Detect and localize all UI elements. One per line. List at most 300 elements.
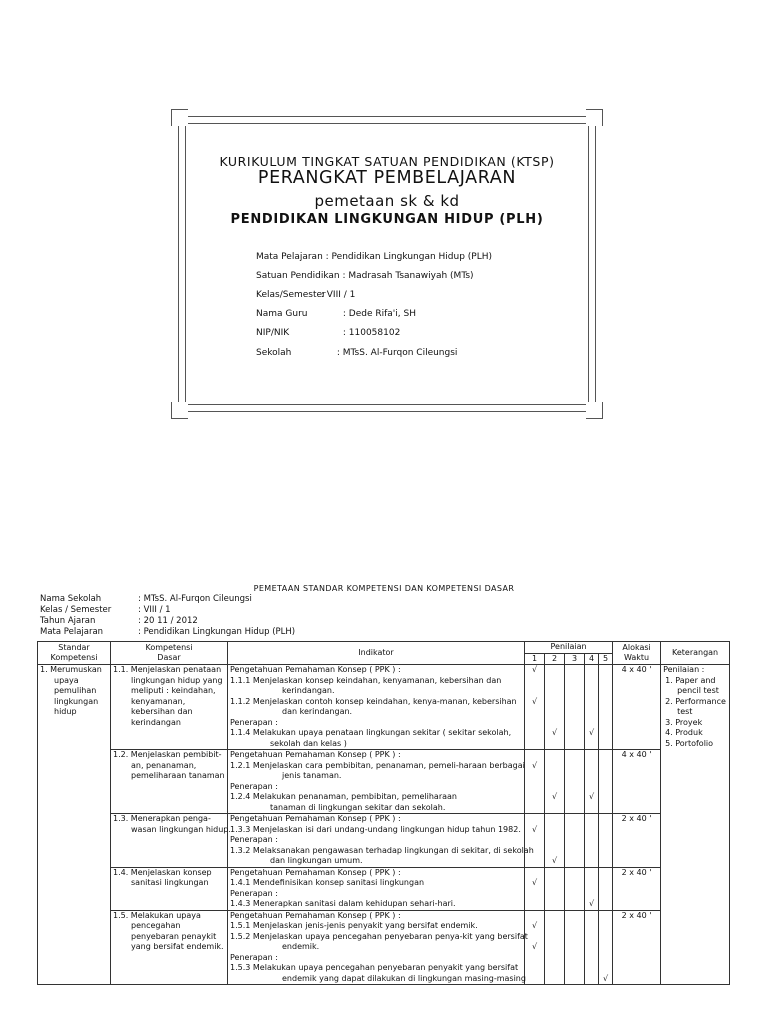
check-mark xyxy=(587,921,596,932)
check-mark xyxy=(587,963,596,974)
kd-line: pencegahan xyxy=(131,921,181,930)
cover-info-value: : VIII / 1 xyxy=(320,290,356,300)
penilaian-5-cell xyxy=(599,910,613,985)
penilaian-4-cell xyxy=(585,750,599,814)
cover-info-row xyxy=(256,328,400,339)
alokasi-waktu-cell: 2 x 40 ' xyxy=(613,910,661,985)
mapping-title: PEMETAAN STANDAR KOMPETENSI DAN KOMPETENSI DASAR xyxy=(253,584,515,593)
indikator-line: 1.3.2 Melaksanakan pengawasan terhadap lingkungan di sekitar, di sekolah xyxy=(230,845,534,855)
check-mark xyxy=(601,718,610,729)
check-mark xyxy=(601,750,610,761)
penilaian-2-cell xyxy=(545,814,565,868)
check-mark xyxy=(547,974,562,985)
kd-line: wasan lingkungan hidup. xyxy=(131,824,231,834)
check-mark xyxy=(587,974,596,985)
check-mark xyxy=(527,676,542,687)
check-mark xyxy=(601,921,610,932)
check-mark xyxy=(587,707,596,718)
kd-line: sanitasi lingkungan xyxy=(131,878,209,887)
penilaian-5-cell xyxy=(599,750,613,814)
check-mark xyxy=(527,835,542,846)
penilaian-3-cell xyxy=(565,814,585,868)
penilaian-4-cell xyxy=(585,910,599,985)
header-standar-kompetensi: Standar Kompetensi xyxy=(38,642,111,665)
meta-row xyxy=(40,627,296,637)
check-mark xyxy=(567,707,582,718)
penilaian-1-cell xyxy=(525,750,545,814)
header-kompetensi-dasar: Kompetensi Dasar xyxy=(111,642,228,665)
check-mark xyxy=(567,676,582,687)
check-mark xyxy=(601,963,610,974)
penilaian-3-cell xyxy=(565,867,585,910)
penilaian-5-cell xyxy=(599,814,613,868)
check-mark xyxy=(601,728,610,739)
mapping-table-body xyxy=(38,665,730,985)
check-mark xyxy=(601,835,610,846)
keterangan-item: 4. Produk xyxy=(665,728,703,737)
frame-corner-ornament xyxy=(171,109,188,126)
check-mark: √ xyxy=(531,760,538,770)
keterangan-item: test xyxy=(677,707,693,716)
keterangan-item: 5. Portofolio xyxy=(665,738,714,748)
check-mark xyxy=(567,761,582,772)
check-mark xyxy=(587,739,596,750)
check-mark xyxy=(527,963,542,974)
indikator-line: Penerapan : xyxy=(230,952,278,962)
check-mark xyxy=(601,665,610,676)
check-mark xyxy=(527,856,542,867)
check-mark xyxy=(567,835,582,846)
check-mark xyxy=(527,814,542,825)
header-keterangan: Keterangan xyxy=(661,642,730,665)
indikator-line: Pengetahuan Pemahaman Konsep ( PPK ) : xyxy=(230,750,401,759)
check-mark xyxy=(547,878,562,889)
check-mark xyxy=(601,803,610,814)
cover-info-label: Sekolah xyxy=(256,348,292,358)
check-mark xyxy=(567,942,582,953)
kd-line: an, penanaman, xyxy=(131,760,197,770)
indikator-cell xyxy=(228,910,528,985)
check-mark xyxy=(567,771,582,782)
kompetensi-dasar-cell xyxy=(111,867,228,910)
kd-line: kerindangan xyxy=(131,717,181,727)
check-mark xyxy=(601,868,610,879)
check-mark xyxy=(547,868,562,879)
meta-value: : 20 11 / 2012 xyxy=(138,616,198,626)
check-mark xyxy=(587,803,596,814)
check-mark xyxy=(587,750,596,761)
check-mark: √ xyxy=(531,878,538,887)
check-mark xyxy=(567,718,582,729)
indikator-line: dan lingkungan umum. xyxy=(270,856,363,865)
check-mark xyxy=(601,856,610,867)
check-mark xyxy=(587,718,596,729)
cover-page xyxy=(178,116,596,412)
check-mark: √ xyxy=(531,921,538,930)
check-mark xyxy=(601,792,610,803)
check-mark xyxy=(547,676,562,687)
check-mark xyxy=(547,665,562,676)
check-mark xyxy=(527,771,542,782)
cover-info-label: Mata Pelajaran xyxy=(256,252,323,262)
header-penilaian-1: 1 xyxy=(525,653,545,665)
indikator-line: 1.4.1 Mendefinisikan konsep sanitasi lingkungan xyxy=(230,878,425,887)
check-mark xyxy=(527,868,542,879)
check-mark xyxy=(601,825,610,836)
indikator-line: Pengetahuan Pemahaman Konsep ( PPK ) : xyxy=(230,867,401,877)
sk-line: upaya xyxy=(54,675,79,685)
indikator-line: 1.5.1 Menjelaskan jenis-jenis penyakit yang bersifat endemik. xyxy=(230,921,478,930)
meta-value: : VIII / 1 xyxy=(138,605,171,615)
indikator-line: Pengetahuan Pemahaman Konsep ( PPK ) : xyxy=(230,665,401,674)
check-mark xyxy=(547,771,562,782)
check-mark xyxy=(587,942,596,953)
check-mark xyxy=(567,665,582,676)
check-mark xyxy=(547,911,562,922)
indikator-line: sekolah dan kelas ) xyxy=(270,738,347,748)
alokasi-waktu-cell: 4 x 40 ' xyxy=(613,750,661,814)
check-mark xyxy=(601,814,610,825)
sk-line: lingkungan xyxy=(54,696,99,706)
meta-value: : MTsS. Al-Furqon Cileungsi xyxy=(138,594,252,604)
indikator-line: Penerapan : xyxy=(230,888,278,898)
indikator-line: endemik yang dapat dilakukan di lingkungan masing-masing xyxy=(282,973,526,983)
header-penilaian: Penilaian xyxy=(525,642,613,654)
check-mark xyxy=(587,932,596,943)
header-penilaian-5: 5 xyxy=(599,653,613,665)
cover-info-value: : 110058102 xyxy=(342,328,401,338)
kd-line: lingkungan hidup yang xyxy=(131,675,223,685)
indikator-line: 1.5.2 Menjelaskan upaya pencegahan penyebaran penya-kit yang bersifat xyxy=(230,931,528,941)
check-mark xyxy=(601,953,610,964)
sk-line: pemulihan xyxy=(54,686,97,695)
check-mark xyxy=(527,718,542,729)
keterangan-item: 3. Proyek xyxy=(665,717,703,727)
check-mark xyxy=(567,974,582,985)
check-mark xyxy=(601,761,610,772)
kd-line: yang bersifat endemik. xyxy=(131,942,224,951)
check-mark xyxy=(567,878,582,889)
check-mark xyxy=(527,974,542,985)
check-mark xyxy=(567,814,582,825)
check-mark xyxy=(587,686,596,697)
check-mark xyxy=(547,686,562,697)
check-mark xyxy=(601,846,610,857)
check-mark xyxy=(547,953,562,964)
check-mark xyxy=(547,739,562,750)
penilaian-1-cell xyxy=(525,867,545,910)
check-mark xyxy=(601,932,610,943)
meta-label: Nama Sekolah xyxy=(40,594,102,604)
check-mark xyxy=(587,868,596,879)
header-indikator: Indikator xyxy=(228,642,525,665)
check-mark xyxy=(567,921,582,932)
check-mark xyxy=(587,665,596,676)
check-mark xyxy=(567,889,582,900)
check-mark xyxy=(567,911,582,922)
penilaian-2-cell xyxy=(545,910,565,985)
cover-info-value: : Dede Rifa'i, SH xyxy=(342,309,416,319)
check-mark xyxy=(567,782,582,793)
penilaian-2-cell xyxy=(545,665,565,750)
meta-row xyxy=(40,616,198,626)
indikator-line: 1.5.3 Melakukan upaya pencegahan penyebaran penyakit yang bersifat xyxy=(230,963,519,972)
penilaian-1-cell xyxy=(525,814,545,868)
meta-row xyxy=(40,605,171,615)
check-mark xyxy=(601,686,610,697)
check-mark xyxy=(587,782,596,793)
kd-line: kenyamanan, xyxy=(131,696,186,706)
indikator-line: 1.1.1 Menjelaskan konsep keindahan, kenyamanan, kebersihan dan xyxy=(230,675,502,685)
alokasi-waktu-cell: 2 x 40 ' xyxy=(613,867,661,910)
check-mark xyxy=(547,835,562,846)
sk-line: 1. Merumuskan xyxy=(40,665,102,674)
check-mark xyxy=(567,963,582,974)
indikator-line: Pengetahuan Pemahaman Konsep ( PPK ) : xyxy=(230,814,401,823)
check-mark xyxy=(547,846,562,857)
indikator-cell xyxy=(228,750,525,814)
kompetensi-dasar-cell xyxy=(111,910,228,985)
table-row xyxy=(38,814,730,868)
keterangan-cell xyxy=(661,665,730,985)
check-mark xyxy=(587,814,596,825)
indikator-line: 1.2.4 Melakukan penanaman, pembibitan, pemeliharaan xyxy=(230,792,457,801)
indikator-line: Penerapan : xyxy=(230,717,278,727)
check-mark xyxy=(527,889,542,900)
indikator-line: 1.2.1 Menjelaskan cara pembibitan, penanaman, pemeli-haraan berbagai xyxy=(230,760,525,770)
check-mark: √ xyxy=(588,728,595,737)
penilaian-4-cell xyxy=(585,665,599,750)
check-mark: √ xyxy=(531,665,538,674)
check-mark xyxy=(547,825,562,836)
check-mark xyxy=(547,750,562,761)
check-mark xyxy=(547,963,562,974)
penilaian-2-cell xyxy=(545,867,565,910)
penilaian-2-cell xyxy=(545,750,565,814)
check-mark xyxy=(601,889,610,900)
kompetensi-dasar-cell xyxy=(111,750,228,814)
check-mark xyxy=(547,782,562,793)
check-mark xyxy=(567,953,582,964)
penilaian-5-cell xyxy=(599,867,613,910)
cover-info-label: NIP/NIK xyxy=(256,328,290,338)
check-mark xyxy=(527,932,542,943)
check-mark xyxy=(567,803,582,814)
meta-label: Tahun Ajaran xyxy=(40,616,96,626)
frame-corner-ornament xyxy=(171,402,188,419)
check-mark xyxy=(547,803,562,814)
check-mark xyxy=(567,899,582,910)
check-mark xyxy=(567,750,582,761)
check-mark xyxy=(547,932,562,943)
cover-info-row xyxy=(256,290,355,301)
check-mark xyxy=(567,739,582,750)
cover-info-row xyxy=(256,348,457,359)
indikator-cell xyxy=(228,867,525,910)
check-mark xyxy=(547,761,562,772)
check-mark xyxy=(587,846,596,857)
penilaian-4-cell xyxy=(585,814,599,868)
check-mark xyxy=(527,803,542,814)
indikator-line: endemik. xyxy=(282,942,320,951)
check-mark xyxy=(567,932,582,943)
indikator-cell xyxy=(228,814,534,868)
cover-info-label: Kelas/Semester xyxy=(256,290,326,300)
indikator-line: 1.1.4 Melakukan upaya penataan lingkungan sekitar ( sekitar sekolah, xyxy=(230,728,512,737)
check-mark xyxy=(527,728,542,739)
cover-info-value: : MTsS. Al-Furqon Cileungsi xyxy=(336,348,458,358)
check-mark xyxy=(527,739,542,750)
check-mark xyxy=(547,697,562,708)
check-mark xyxy=(601,942,610,953)
check-mark xyxy=(547,921,562,932)
check-mark xyxy=(601,782,610,793)
indikator-line: Penerapan : xyxy=(230,781,278,791)
kd-line: pemeliharaan tanaman xyxy=(131,771,225,780)
penilaian-5-cell xyxy=(599,665,613,750)
indikator-cell xyxy=(228,665,525,750)
kd-line: 1.4. Menjelaskan konsep xyxy=(113,867,212,877)
meta-row xyxy=(40,594,252,604)
indikator-line: 1.4.3 Menerapkan sanitasi dalam kehidupan sehari-hari. xyxy=(230,899,456,908)
cover-info-row xyxy=(256,309,416,320)
check-mark: √ xyxy=(551,856,558,865)
check-mark: √ xyxy=(531,942,538,951)
check-mark xyxy=(567,825,582,836)
header-alokasi-waktu: Alokasi Waktu xyxy=(613,642,661,665)
check-mark xyxy=(527,953,542,964)
check-mark xyxy=(601,707,610,718)
cover-subject-title: PENDIDIKAN LINGKUNGAN HIDUP (PLH) xyxy=(230,212,544,227)
keterangan-item: 2. Performance xyxy=(665,696,726,706)
keterangan-item: 1. Paper and xyxy=(665,675,716,685)
frame-corner-ornament xyxy=(586,402,603,419)
check-mark xyxy=(527,686,542,697)
check-mark xyxy=(601,899,610,910)
check-mark xyxy=(547,889,562,900)
cover-info-value: : Pendidikan Lingkungan Hidup (PLH) xyxy=(325,252,493,262)
indikator-line: jenis tanaman. xyxy=(282,771,342,780)
check-mark xyxy=(587,697,596,708)
check-mark: √ xyxy=(531,696,538,706)
kompetensi-dasar-cell xyxy=(111,665,228,750)
penilaian-3-cell xyxy=(565,665,585,750)
check-mark xyxy=(587,953,596,964)
check-mark xyxy=(601,676,610,687)
table-row xyxy=(38,750,730,814)
kd-line: meliputi : keindahan, xyxy=(131,686,216,695)
check-mark xyxy=(527,899,542,910)
check-mark xyxy=(601,697,610,708)
check-mark xyxy=(587,761,596,772)
cover-info-row xyxy=(256,271,474,282)
cover-info-row xyxy=(256,252,492,263)
check-mark xyxy=(527,911,542,922)
cover-info-label: Nama Guru xyxy=(256,309,308,319)
check-mark xyxy=(567,868,582,879)
keterangan-title: Penilaian : xyxy=(663,665,705,674)
check-mark xyxy=(587,878,596,889)
frame-corner-ornament xyxy=(586,109,603,126)
kd-line: 1.5. Melakukan upaya xyxy=(113,910,201,920)
penilaian-4-cell xyxy=(585,867,599,910)
check-mark xyxy=(547,942,562,953)
header-penilaian-3: 3 xyxy=(565,653,585,665)
check-mark: √ xyxy=(551,792,558,801)
check-mark: √ xyxy=(602,973,609,983)
indikator-line: Pengetahuan Pemahaman Konsep ( PPK ) : xyxy=(230,910,401,920)
sk-line: hidup xyxy=(54,707,77,716)
check-mark xyxy=(547,707,562,718)
check-mark xyxy=(601,739,610,750)
cover-info-label: Satuan Pendidikan xyxy=(256,271,340,281)
check-mark xyxy=(547,814,562,825)
meta-label: Mata Pelajaran xyxy=(40,627,104,637)
check-mark xyxy=(601,771,610,782)
check-mark xyxy=(587,825,596,836)
check-mark xyxy=(567,686,582,697)
alokasi-waktu-cell: 4 x 40 ' xyxy=(613,665,661,750)
check-mark xyxy=(527,792,542,803)
check-mark xyxy=(567,856,582,867)
check-mark xyxy=(567,728,582,739)
kd-line: kebersihan dan xyxy=(131,707,193,716)
check-mark xyxy=(527,750,542,761)
alokasi-waktu-cell: 2 x 40 ' xyxy=(613,814,661,868)
check-mark xyxy=(587,889,596,900)
cover-info-value: : Madrasah Tsanawiyah (MTs) xyxy=(342,271,474,281)
indikator-line: Penerapan : xyxy=(230,835,278,844)
cover-main-title: PERANGKAT PEMBELAJARAN xyxy=(257,168,517,188)
check-mark: √ xyxy=(531,824,538,834)
check-mark xyxy=(601,911,610,922)
kd-line: 1.2. Menjelaskan pembibit- xyxy=(113,750,222,759)
penilaian-3-cell xyxy=(565,750,585,814)
indikator-line: dan kerindangan. xyxy=(282,707,353,716)
check-mark xyxy=(587,771,596,782)
kd-line: 1.3. Menerapkan penga- xyxy=(113,814,211,823)
penilaian-1-cell xyxy=(525,665,545,750)
check-mark xyxy=(567,697,582,708)
check-mark xyxy=(587,835,596,846)
check-mark: √ xyxy=(588,792,595,801)
indikator-line: 1.1.2 Menjelaskan contoh konsep keindahan, kenya-manan, kebersihan xyxy=(230,696,517,706)
table-row xyxy=(38,665,730,750)
competency-mapping-table xyxy=(37,641,730,985)
table-row xyxy=(38,910,730,985)
meta-label: Kelas / Semester xyxy=(40,605,112,615)
check-mark xyxy=(587,911,596,922)
kd-line: 1.1. Menjelaskan penataan xyxy=(113,665,222,674)
check-mark xyxy=(601,878,610,889)
header-penilaian-4: 4 xyxy=(585,653,599,665)
kd-line: penyebaran penaykit xyxy=(131,931,217,941)
header-penilaian-2: 2 xyxy=(545,653,565,665)
check-mark xyxy=(587,676,596,687)
check-mark xyxy=(567,846,582,857)
check-mark: √ xyxy=(551,728,558,737)
check-mark xyxy=(587,856,596,867)
meta-value: : Pendidikan Lingkungan Hidup (PLH) xyxy=(138,627,296,637)
indikator-line: kerindangan. xyxy=(282,686,335,695)
keterangan-item: pencil test xyxy=(677,686,719,695)
check-mark xyxy=(527,782,542,793)
penilaian-3-cell xyxy=(565,910,585,985)
kompetensi-dasar-cell xyxy=(111,814,231,868)
indikator-line: tanaman di lingkungan sekitar dan sekolah. xyxy=(270,802,446,812)
check-mark xyxy=(547,718,562,729)
penilaian-1-cell xyxy=(525,910,545,985)
